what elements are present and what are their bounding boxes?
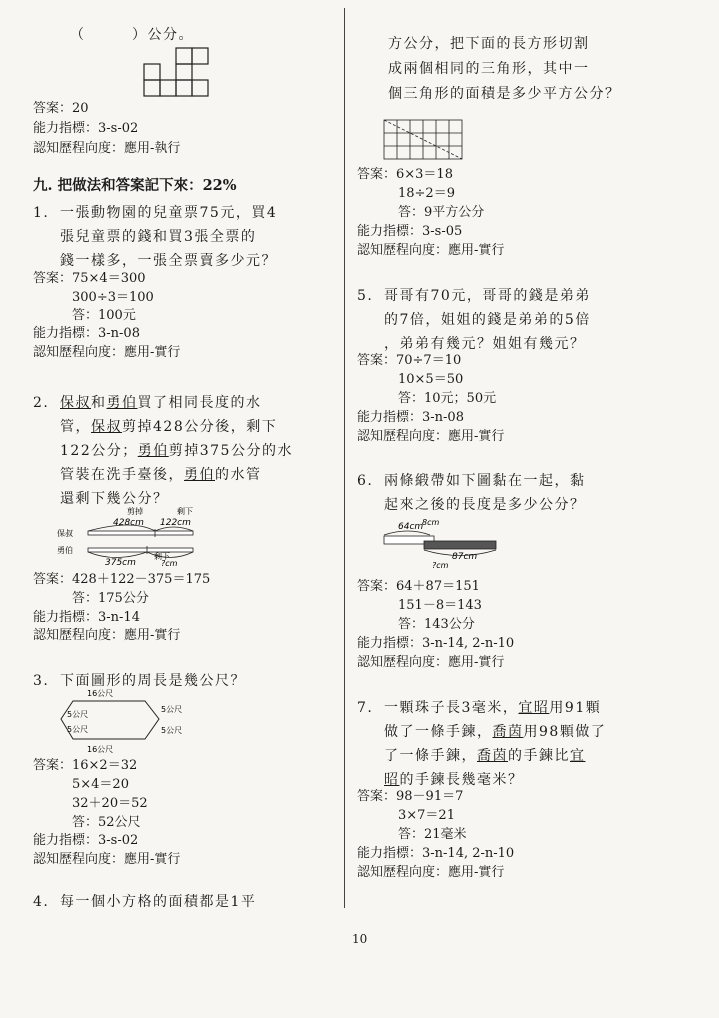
q7-number: 7.	[357, 700, 374, 716]
q5-line2: 的7倍，姐姐的錢是弟弟的5倍	[384, 312, 591, 328]
section-title: 九. 把做法和答案記下來：22%	[33, 177, 237, 194]
q6-answer: 答案：64＋87＝151	[357, 579, 480, 594]
name-yi: 宜	[570, 748, 586, 764]
hexagon-figure	[55, 687, 185, 757]
label-yongbo: 勇伯	[57, 546, 73, 555]
q7-line1	[384, 699, 601, 717]
ribbon-diagram	[378, 517, 508, 569]
q6-line1: 兩條緞帶如下圖黏在一起，黏	[384, 473, 586, 489]
q4-line4: 個三角形的面積是多少平方公分？	[388, 86, 621, 102]
q5-cognitive: 認知歷程向度：應用-實行	[357, 429, 505, 444]
q5-number: 5.	[357, 288, 374, 304]
label-qcm: ?cm	[161, 559, 178, 567]
q7-l3: 了一條手鍊，	[384, 748, 477, 764]
q2-final: 答：175公分	[72, 591, 149, 606]
name-yongbo: 勇伯	[106, 395, 138, 411]
q7-line2	[384, 723, 606, 741]
label-375: 375cm	[105, 558, 136, 567]
q7-step: 3×7＝21	[398, 808, 455, 823]
q7-final: 答：21毫米	[398, 827, 467, 842]
q5-line3: ，弟弟有幾元？姐姐有幾元？	[384, 336, 586, 352]
q1-ability: 能力指標：3-n-08	[33, 326, 140, 341]
q1-answer: 答案：75×4＝300	[33, 271, 146, 286]
q4-step: 18÷2＝9	[398, 186, 455, 201]
q1-number: 1.	[33, 205, 50, 221]
q5-answer: 答案：70÷7＝10	[357, 353, 462, 368]
name-qiaoyin: 喬茵	[492, 724, 524, 740]
page-number: 10	[352, 932, 368, 946]
p0-cognitive: 認知歷程向度：應用-執行	[33, 141, 181, 156]
q3-answer: 答案：16×2＝32	[33, 758, 138, 773]
q4-line2: 方公分，把下面的長方形切割	[388, 36, 590, 52]
name-yongbo: 勇伯	[137, 443, 169, 459]
q7-l2: 做了一條手鍊，	[384, 724, 493, 740]
label-remain2: 剩下	[154, 552, 170, 561]
q6-step: 151－8＝143	[398, 598, 482, 613]
grid-rectangle	[382, 118, 468, 162]
q4-ability: 能力指標：3-s-05	[357, 224, 463, 239]
q7-l3c: 的手鍊比	[508, 748, 570, 764]
side-left-top: 5公尺	[67, 710, 89, 719]
q2-line1	[60, 394, 262, 412]
name-yongbo: 勇伯	[184, 467, 215, 483]
q4-final: 答：9平方公分	[398, 205, 485, 220]
label-122: 122cm	[160, 518, 191, 528]
q2-number: 2.	[33, 395, 50, 411]
q2-l1d: 買了相同長度的水	[137, 395, 262, 411]
name-qiaoyin: 喬茵	[477, 748, 508, 764]
p0-ability: 能力指標：3-s-02	[33, 121, 139, 136]
q1-line2: 張兒童票的錢和買3張全票的	[60, 229, 257, 245]
name-yizhao: 宜昭	[518, 700, 550, 716]
q7-ability: 能力指標：3-n-14, 2-n-10	[357, 846, 515, 861]
q2-l2a: 管，	[60, 419, 91, 435]
q7-line4	[384, 771, 524, 789]
side-top: 16公尺	[87, 689, 114, 698]
q5-final: 答：10元；50元	[398, 391, 497, 406]
q2-line4	[60, 466, 262, 484]
q2-answer: 答案：428＋122－375＝175	[33, 572, 211, 587]
q5-step: 10×5＝50	[398, 372, 464, 387]
q2-l4c: 的水管	[215, 467, 262, 483]
q2-l1b: 和	[91, 395, 107, 411]
q2-line3	[60, 442, 293, 460]
q3-step2: 32＋20＝52	[72, 796, 148, 811]
pipe-diagram	[55, 505, 205, 567]
side-bottom: 16公尺	[87, 745, 114, 754]
q2-cognitive: 認知歷程向度：應用-實行	[33, 628, 181, 643]
q2-l4a: 管裝在洗手臺後，	[60, 467, 184, 483]
q7-line3	[384, 747, 586, 765]
q6-final: 答：143公分	[398, 617, 475, 632]
q2-line5: 還剩下幾公分？	[60, 491, 169, 507]
label-baoshu: 保叔	[57, 529, 73, 538]
column-divider	[344, 8, 345, 908]
q2-ability: 能力指標：3-n-14	[33, 610, 140, 625]
q4-line3: 成兩個相同的三角形，其中一	[388, 61, 590, 77]
label-remain: 剩下	[177, 507, 193, 516]
q1-cognitive: 認知歷程向度：應用-實行	[33, 345, 181, 360]
q6-cognitive: 認知歷程向度：應用-實行	[357, 655, 505, 670]
q4-number: 4.	[33, 894, 50, 910]
q6-line2: 起來之後的長度是多少公分？	[384, 497, 586, 513]
p0-answer: 答案：20	[33, 101, 89, 116]
label-428: 428cm	[113, 518, 144, 528]
name-baoshu: 保叔	[91, 419, 122, 435]
q3-ability: 能力指標：3-s-02	[33, 833, 139, 848]
ribbon-64: 64cm	[398, 522, 424, 532]
q4-answer: 答案：6×3＝18	[357, 167, 453, 182]
ribbon-total: ?cm	[432, 561, 449, 569]
q7-l1c: 用91顆	[549, 700, 602, 716]
name-zhao: 昭	[384, 772, 400, 788]
q6-ability: 能力指標：3-n-14, 2-n-10	[357, 636, 515, 651]
q7-l1a: 一顆珠子長3毫米，	[384, 700, 519, 716]
ribbon-87: 87cm	[452, 552, 478, 562]
q4-cognitive: 認知歷程向度：應用-實行	[357, 243, 505, 258]
q2-l2c: 剪掉428公分後，剩下	[122, 419, 278, 435]
q7-l4b: 的手鍊長幾毫米？	[399, 772, 524, 788]
side-left-bottom: 5公尺	[67, 725, 89, 734]
q2-l3c: 剪掉375公分的水	[168, 443, 293, 459]
q7-answer: 答案：98－91＝7	[357, 789, 464, 804]
blank-fill: （ ）公分。	[70, 27, 194, 43]
q3-step1: 5×4＝20	[72, 777, 129, 792]
q4-line1: 每一個小方格的面積都是1平	[60, 894, 257, 910]
q3-cognitive: 認知歷程向度：應用-實行	[33, 852, 181, 867]
block-figure	[140, 42, 222, 98]
q2-l3a: 122公分；	[60, 443, 138, 459]
side-right-bottom: 5公尺	[161, 726, 183, 735]
q6-number: 6.	[357, 473, 374, 489]
q1-final: 答：100元	[72, 308, 136, 323]
name-baoshu: 保叔	[60, 395, 91, 411]
q3-line1: 下面圖形的周長是幾公尺？	[60, 673, 246, 689]
q7-cognitive: 認知歷程向度：應用-實行	[357, 865, 505, 880]
side-right-top: 5公尺	[161, 705, 183, 714]
q5-line1: 哥哥有70元，哥哥的錢是弟弟	[384, 288, 591, 304]
q1-line1: 一張動物園的兒童票75元，買4	[60, 205, 278, 221]
q7-l2c: 用98顆做了	[523, 724, 607, 740]
q1-line3: 錢一樣多，一張全票賣多少元？	[60, 253, 277, 269]
q5-ability: 能力指標：3-n-08	[357, 410, 464, 425]
q3-final: 答：52公尺	[72, 815, 141, 830]
q2-line2	[60, 418, 277, 436]
q3-number: 3.	[33, 673, 50, 689]
q1-step: 300÷3＝100	[72, 290, 154, 305]
ribbon-8: 8cm	[422, 518, 440, 527]
label-cut: 剪掉	[127, 507, 143, 516]
